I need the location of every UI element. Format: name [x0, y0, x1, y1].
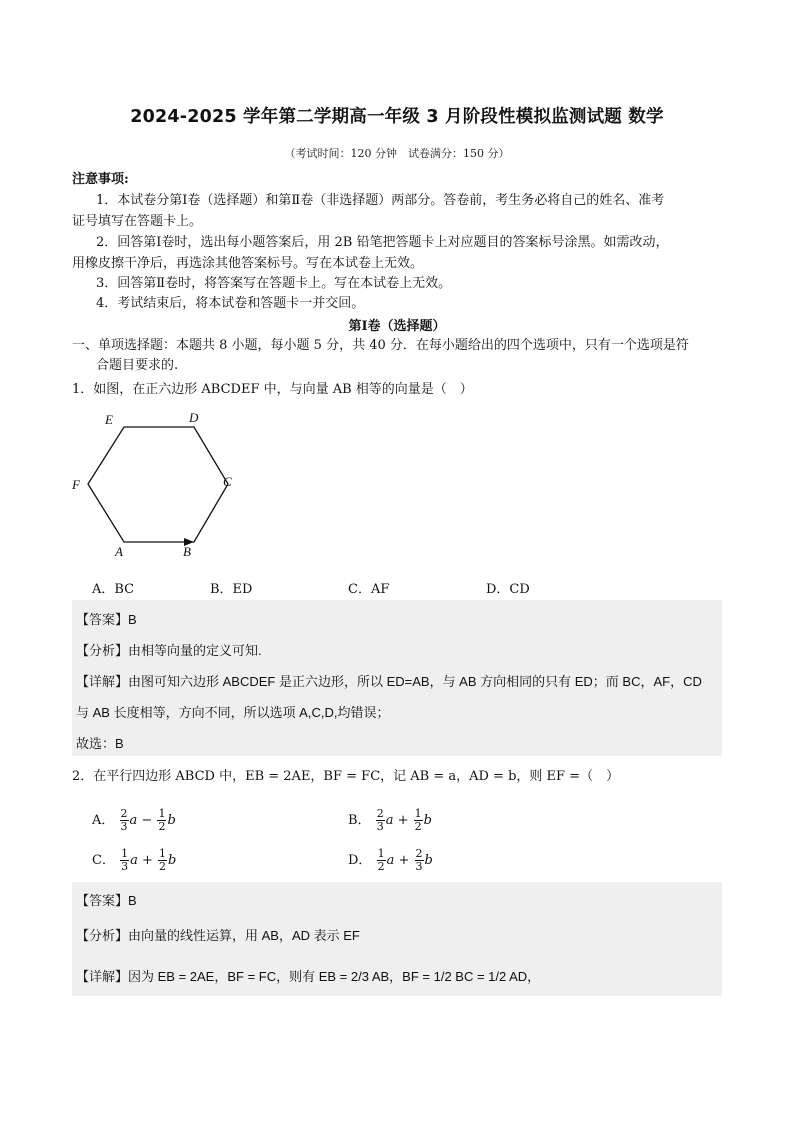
q2-answer: 【答案】B: [76, 893, 137, 908]
exam-info: （考试时间：120 分钟 试卷满分：150 分）: [284, 147, 510, 160]
q1-answer: 【答案】B: [76, 612, 137, 627]
q2-option-a: A． $\frac{2}{3}$ a − $\frac{1}{2}$ b: [92, 807, 176, 833]
section-title: 第Ⅰ卷（选择题）: [348, 319, 446, 334]
q2-analysis: 【分析】由向量的线性运算，用 AB，AD 表示 EF: [76, 928, 360, 943]
notice-line-2b: 用橡皮擦干净后，再选涂其他答案标号。写在本试卷上无效。: [72, 256, 424, 271]
section-instruction-a: 一、单项选择题：本题共 8 小题，每小题 5 分，共 40 分．在每小题给出的四个选项中，只有一个选项是符: [72, 338, 689, 353]
q1-stem: 1．如图，在正六边形 ABCDEF 中，与向量 AB 相等的向量是（ ）: [72, 382, 473, 397]
q2-option-b: B． $\frac{2}{3}$ a + $\frac{1}{2}$ b: [348, 807, 432, 833]
q2-detail: 【详解】因为 EB = 2AE，BF = FC，则有 EB = 2/3 AB，BF = 1/2 BC = 1/2 AD，: [76, 969, 541, 984]
vertex-label-a: A: [115, 544, 123, 559]
hexagon-shape: [88, 427, 228, 542]
q1-option-c: C．AF: [348, 582, 390, 597]
notice-heading: 注意事项:: [72, 172, 129, 187]
q2-stem: 2．在平行四边形 ABCD 中，EB = 2AE，BF = FC，记 AB = a，AD = b，则 EF =（ ）: [72, 769, 620, 784]
notice-line-1b: 证号填写在答题卡上。: [72, 214, 203, 229]
q1-option-b: B．ED: [210, 582, 253, 597]
vertex-label-b: B: [183, 544, 191, 559]
section-instruction-b: 合题目要求的.: [96, 358, 179, 373]
notice-line-1a: 1．本试卷分第Ⅰ卷（选择题）和第Ⅱ卷（非选择题）两部分。答卷前，考生务必将自己的姓名、准考: [96, 193, 665, 208]
vertex-label-f: F: [72, 477, 80, 492]
vertex-label-d: D: [189, 410, 199, 425]
notice-line-4: 4．考试结束后，将本试卷和答题卡一并交回。: [96, 296, 365, 311]
q2-option-c: C． $\frac{1}{3}$ a + $\frac{1}{2}$ b: [92, 847, 177, 873]
q1-option-a: A．BC: [92, 582, 135, 597]
q2-option-d: D． $\frac{1}{2}$ a + $\frac{2}{3}$ b: [348, 847, 433, 873]
vertex-label-e: E: [105, 412, 113, 427]
q1-detail-b: 与 AB 长度相等，方向不同，所以选项 A,C,D,均错误；: [76, 705, 390, 720]
q1-analysis: 【分析】由相等向量的定义可知.: [76, 643, 262, 658]
q1-choice: 故选：B: [76, 736, 124, 751]
hexagon-figure: [60, 400, 250, 570]
q1-detail-a: 【详解】由图可知六边形 ABCDEF 是正六边形，所以 ED=AB，与 AB 方向相同的只有 ED；而 BC，AF，CD: [76, 674, 702, 689]
notice-line-2a: 2．回答第Ⅰ卷时，选出每小题答案后，用 2B 铅笔把答题卡上对应题目的答案标号涂黑。如需改动，: [96, 235, 669, 250]
vertex-label-c: C: [223, 474, 232, 489]
page-title: 2024-2025 学年第二学期高一年级 3 月阶段性模拟监测试题 数学: [130, 107, 664, 127]
notice-line-3: 3．回答第Ⅱ卷时，将答案写在答题卡上。写在本试卷上无效。: [96, 276, 452, 291]
q1-option-d: D．CD: [486, 582, 530, 597]
